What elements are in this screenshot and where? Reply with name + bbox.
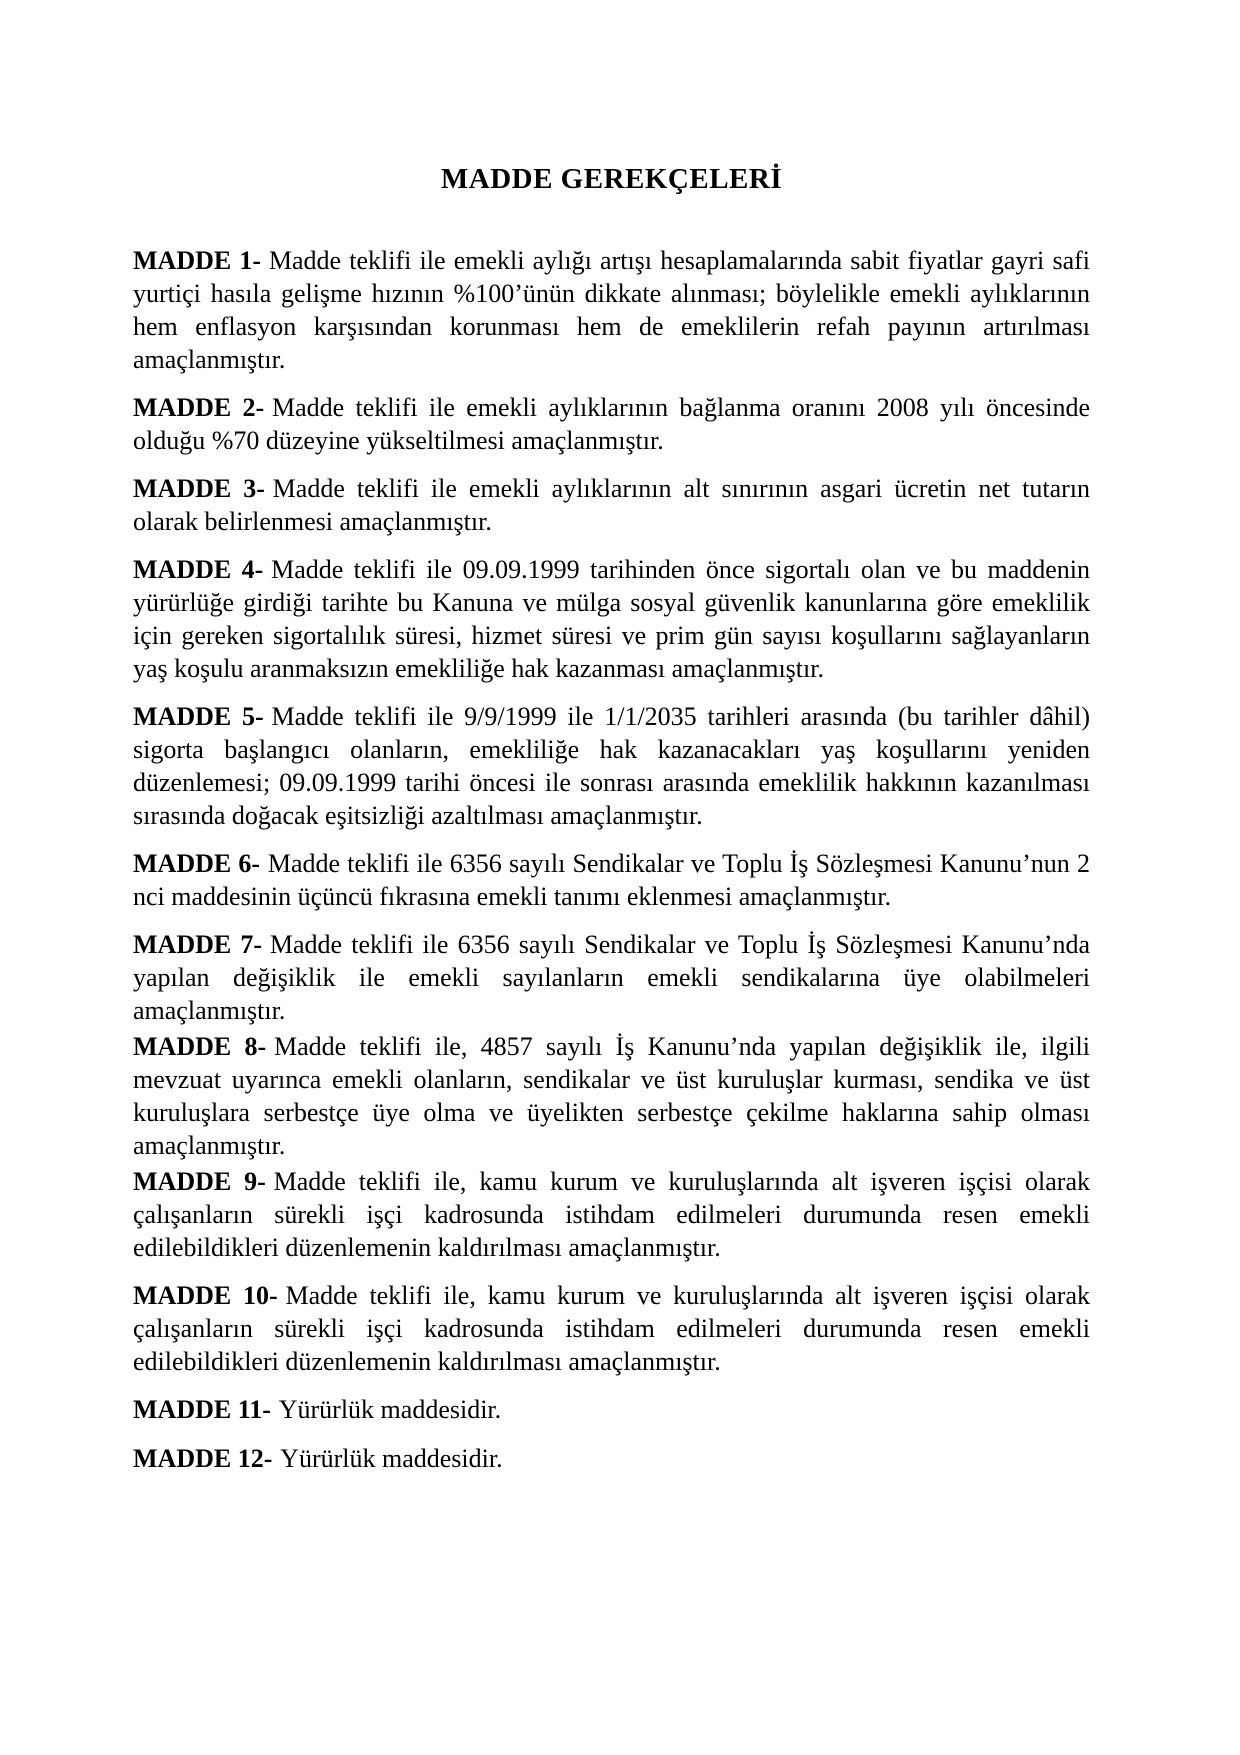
article-text-6: Madde teklifi ile 6356 sayılı Sendikalar ve Toplu İş Sözleşmesi Kanunu’nun 2 nci maddesinin üçüncü fıkrasına emekli tanımı eklenmesi amaçlanmıştır. (133, 849, 1090, 912)
article-label-10: MADDE 10- (133, 1281, 278, 1311)
article-paragraph-10 (133, 1279, 1090, 1378)
article-label-2: MADDE 2- (133, 393, 265, 423)
article-text-2: Madde teklifi ile emekli aylıklarının bağlanma oranını 2008 yılı öncesinde olduğu %70 düzeyine yükseltilmesi amaçlanmıştır. (133, 393, 1091, 456)
article-label-7: MADDE 7- (133, 930, 263, 960)
article-label-9: MADDE 9- (133, 1167, 266, 1197)
article-text-12: Yürürlük maddesidir. (280, 1443, 503, 1473)
article-text-7: Madde teklifi ile 6356 sayılı Sendikalar ve Toplu İş Sözleşmesi Kanunu’nda yapılan değişiklik ile emekli sayılanların emekli sendikalarına üye olabilmeleri amaçlanmıştır. (133, 930, 1090, 1026)
article-text-9: Madde teklifi ile, kamu kurum ve kuruluşlarında alt işveren işçisi olarak çalışanların sürekli işçi kadrosunda istihdam edilmeleri durumunda resen emekli edilebildikleri düzenlemenin kaldırılması amaçlanmıştır. (133, 1167, 1090, 1263)
article-text-1: Madde teklifi ile emekli aylığı artışı hesaplamalarında sabit fiyatlar gayri safi yurtiçi hasıla gelişme hızının %100’ünün dikkate alınması; böylelikle emekli aylıklarının hem enflasyon karşısından korunması hem de emeklilerin refah payının artırılması amaçlanmıştır. (133, 246, 1090, 375)
article-label-12: MADDE 12- (133, 1443, 273, 1473)
article-text-3: Madde teklifi ile emekli aylıklarının alt sınırının asgari ücretin net tutarın olarak belirlenmesi amaçlanmıştır. (133, 474, 1090, 537)
article-paragraph-8 (133, 1030, 1090, 1162)
article-label-6: MADDE 6- (133, 849, 261, 879)
article-paragraph-9 (133, 1165, 1090, 1264)
article-text-5: Madde teklifi ile 9/9/1999 ile 1/1/2035 tarihleri arasında (bu tarihler dâhil) sigorta başlangıcı olanların, emekliliğe hak kazanacakları yaş koşullarını yeniden düzenlemesi; 09.09.1999 tarihi öncesi ile sonrası arasında emeklilik hakkının kazanılması sırasında doğacak eşitsizliği azaltılması amaçlanmıştır. (133, 702, 1090, 831)
article-label-4: MADDE 4- (133, 555, 264, 585)
article-paragraph-6 (133, 847, 1090, 913)
article-paragraph-4 (133, 553, 1090, 685)
article-paragraph-5 (133, 700, 1090, 832)
document-title: MADDE GEREKÇELERİ (440, 163, 783, 195)
article-text-10: Madde teklifi ile, kamu kurum ve kuruluşlarında alt işveren işçisi olarak çalışanların sürekli işçi kadrosunda istihdam edilmeleri durumunda resen emekli edilebildikleri düzenlemenin kaldırılması amaçlanmıştır. (133, 1281, 1090, 1377)
article-paragraph-1 (133, 244, 1090, 376)
article-paragraph-3 (133, 472, 1090, 538)
article-label-3: MADDE 3- (133, 474, 265, 504)
article-paragraph-7 (133, 928, 1090, 1027)
article-text-8: Madde teklifi ile, 4857 sayılı İş Kanunu’nda yapılan değişiklik ile, ilgili mevzuat uyarınca emekli olanların, sendikalar ve üst kuruluşlar kurması, sendika ve üst kuruluşlara serbestçe üye olma ve üyelikten serbestçe çekilme haklarına sahip olması amaçlanmıştır. (133, 1032, 1090, 1161)
article-text-4: Madde teklifi ile 09.09.1999 tarihinden önce sigortalı olan ve bu maddenin yürürlüğe girdiği tarihte bu Kanuna ve mülga sosyal güvenlik kanunlarına göre emeklilik için gereken sigortalılık süresi, hizmet süresi ve prim gün sayısı koşullarını sağlayanların yaş koşulu aranmaksızın emekliliğe hak kazanması amaçlanmıştır. (133, 555, 1090, 684)
article-paragraph-11 (133, 1393, 1090, 1426)
article-label-11: MADDE 11- (133, 1395, 271, 1425)
article-paragraph-12 (133, 1442, 1090, 1475)
article-paragraph-2 (133, 391, 1090, 457)
article-text-11: Yürürlük maddesidir. (278, 1395, 502, 1425)
article-label-8: MADDE 8- (133, 1032, 267, 1062)
article-label-5: MADDE 5- (133, 702, 264, 732)
article-label-1: MADDE 1- (133, 246, 262, 275)
